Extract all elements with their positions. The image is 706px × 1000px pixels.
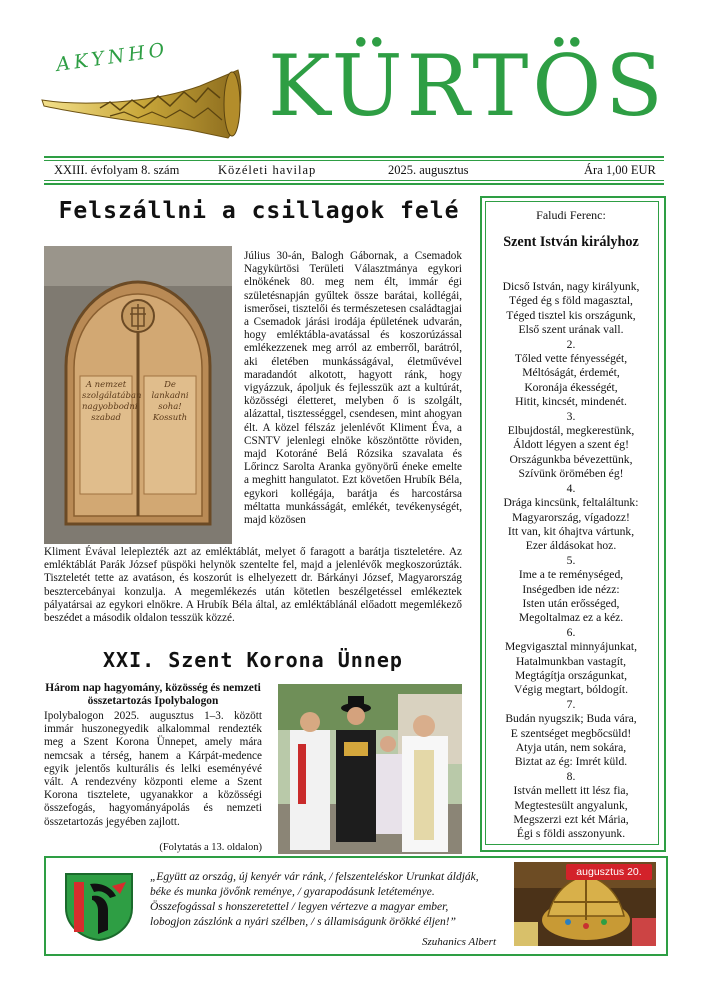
poem-line: Első szent urának vall. (518, 323, 624, 337)
poem-line: 7. (566, 697, 576, 711)
poem-line: Ezer áldásokat hoz. (525, 539, 617, 553)
poem-line: Megtestesült angyalunk, (514, 798, 628, 812)
poem-line: Biztat az ég: Imrét küld. (514, 755, 628, 769)
poem-line: Végig megtart, bóldogít. (514, 683, 628, 697)
poem-line: Drága kincsünk, feltaláltunk: (503, 496, 639, 510)
article-title: XXI. Szent Korona Ünnep (103, 648, 403, 672)
issue-info-bar (44, 162, 664, 180)
poem-line: Áldott légyen a szent ég! (513, 438, 629, 452)
poem-line: Budán nyugszik; Buda vára, (505, 712, 637, 726)
poem-line: Tőled vette fényességét, (514, 352, 628, 366)
poem-line: E szentséget megbőcsüld! (510, 726, 632, 740)
publication-subtitle: Közéleti havilap (218, 163, 317, 177)
article-body: Ipolybalogon 2025. augusztus 1–3. között immár huszonegyedik alkalommal rendezték meg a Szent Korona Ünnepet, amely mára nemcsak a térség, hanem a Kárpát-medence egyik jelentős kulturális és lelki eseményévé vált. A rendezvény központi eleme a Szent Korona tisztelete, ugyanakkor a közösségi összefogás, hagyományápolás és nemzeti összetartozás jegyében zajlott. (44, 710, 262, 828)
poem-line: Isten után erősséged, (522, 596, 620, 610)
poem-line: Megtágítja országunkat, (514, 668, 628, 682)
quote-line: „Együtt az ország, új kenyér vár ránk, / felszenteléskor Urunkat áldják, (150, 871, 479, 883)
quote-line: béke és munka jövőnk reménye, / gyarapodásunk letéteménye. (150, 886, 435, 898)
poem-line: Atyja után, nem sokára, (515, 741, 627, 754)
masthead-rule (44, 160, 664, 161)
poem-line: 5. (566, 553, 576, 567)
article-title: Felszállni a csillagok felé (58, 198, 460, 224)
quote-line: lobogjon zászlónk a nyári szélben, / s államiságunk örökké éljen!” (150, 916, 456, 928)
poem-line: 4. (566, 481, 576, 495)
poem-author: Faludi Ferenc: (536, 208, 606, 222)
poem-line: Inségedben ide nézz: (522, 582, 620, 596)
quote-author: Szuhanics Albert (421, 936, 496, 948)
poem-line: Hatalmunkban vastagít, (515, 654, 627, 668)
issue-volume: XXIII. évfolyam 8. szám (54, 163, 180, 177)
article-body: Július 30-án, Balogh Gábornak, a Csemadok Nagykürtösi Területi Választmánya egykori elnökének 80. meg nem élt, immár égi születésnapján gyűltek össze barátai, kollégái, ismerősei, tisztelői és természetesen családtagjai a Csemadok járási irodája épületének udvarán, hogy emléktábla-avatással és koszorúzással emlékezzenek meg arról az emberről, barátról, aki életében munkásságával, életművével maradandót alkotott, hagyott ránk, hogy vigyázzuk, ápoljuk és fejlesszük azt a kultúrát, közösségi életteret, melyben ő is szolgált, alázattal, tisztességgel, csendesen, mint ahogyan élt. A közel félszáz jelenlévőt Kliment Éva, a CSNTV jelenlegi elnöke köszöntötte röviden, majd Kotoráné Belá Rózsika szavalata és Lőrincz Sarolta Aranka gyönyörű éneke emelte a meghitt hangulatot. Ezt követően Hrubík Béla, egykori kollégája, barátja és harcostársa méltatta munkásságát, emlékét, tevékenységét, majd közösen (244, 250, 462, 527)
poem-line: Ime a te reménységed, (518, 568, 624, 582)
poem-line: Szívünk örömében ég! (518, 467, 624, 481)
poem-line: Megszerzi ezt két Mária, (513, 813, 629, 827)
masthead-horn-word: AKYNHO (54, 38, 170, 76)
poem-line: 2. (566, 337, 576, 351)
masthead-rule (44, 183, 664, 185)
poem-line: Megoltalmaz ez a kéz. (518, 611, 624, 625)
poem-line: Megvigasztal minnyájunkat, (504, 640, 637, 654)
poem-line: 6. (566, 625, 576, 639)
poem-line: Égi s földi asszonyunk. (516, 827, 626, 841)
footer-quote (150, 870, 500, 930)
masthead-rule (44, 180, 664, 181)
poem-line: Magyarország, vígadozz! (512, 510, 630, 524)
poem-line: Hitit, kincsét, mindenét. (515, 395, 627, 409)
holy-crown-image (514, 862, 656, 946)
poem-line: Dicső István, nagy királyunk, (502, 280, 640, 293)
poem-line: Koronája ékességét, (524, 380, 618, 394)
tablet-left-inscription: A nemzet szolgálatában nagyobbodni szabad (82, 380, 142, 423)
poem-line: 8. (566, 769, 576, 783)
horn-illustration (40, 62, 246, 144)
tablet-right-inscription: De lankadni soha! Kossuth (151, 380, 189, 423)
poem-text (486, 280, 656, 842)
quote-line: Összefogással s honszeretettel / legyen vértezve a magyar ember, (150, 901, 449, 913)
poem-line: Országunkba bévezettünk, (509, 452, 633, 466)
poem-line: Itt van, kit óhajtva vártunk, (507, 524, 635, 538)
poem-line: Téged ég s föld magasztal, (509, 294, 633, 308)
continued-note: (Folytatás a 13. oldalon) (159, 842, 262, 853)
poem-line: 3. (566, 409, 576, 423)
issue-date: 2025. augusztus (388, 163, 469, 177)
poem-line: István mellett itt lész fia, (513, 784, 629, 798)
poem-line: Téged tisztel kis országunk, (506, 308, 636, 322)
article-lead: Három nap hagyomány, közösség és nemzeti összetartozás Ipolybalogon (45, 682, 261, 708)
masthead-rule (44, 156, 664, 158)
csemadok-logo (62, 868, 136, 942)
date-stamp: augusztus 20. (566, 864, 652, 880)
poem-line: Méltóságát, érdemét, (522, 366, 620, 380)
poem-title: Szent István királyhoz (503, 234, 639, 250)
procession-photo (278, 684, 462, 854)
memorial-tablet-photo (44, 246, 232, 544)
issue-price: Ára 1,00 EUR (584, 163, 656, 177)
masthead-title: KÜRTÖS (268, 37, 667, 135)
poem-line: Elbujdostál, megkerestünk, (507, 424, 635, 438)
article-body: Kliment Évával leleplezték azt az emléktáblát, melyet ő faragott a barátja tiszteletére. Az emléktáblát Parák József püspöki helynök szentelte fel, majd a jelenlévők megkoszorúzták. Tiszteletét tette az avatáson, és koszorút is elhelyezett dr. Bárkányi József, Magyarország besztercebányai konzulja. A megemlékezés után kötetlen beszélgetéssel emlékeztek pályatársai az egykori elnökre. A Hrubík Béla által, az emléktáblánál előadott megemlékező beszédet a második oldalon tesszük közzé. (44, 546, 462, 625)
